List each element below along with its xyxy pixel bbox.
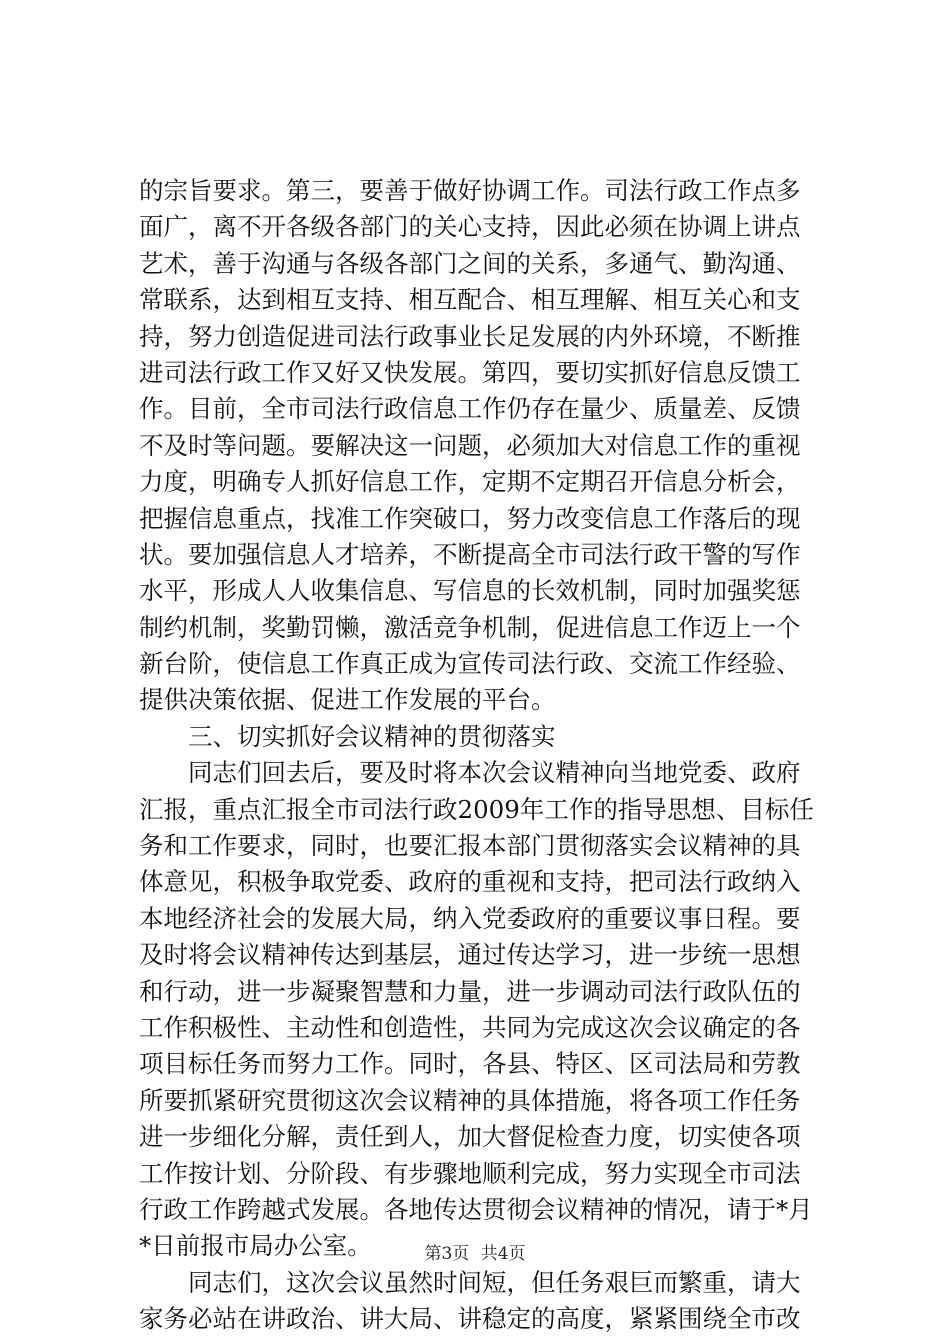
text-line: 工作按计划、分阶段、有步骤地顺利完成，努力实现全市司法: [139, 1158, 801, 1188]
text-line: 把握信息重点，找准工作突破口，努力改变信息工作落后的现: [139, 503, 801, 533]
text-line: 新台阶，使信息工作真正成为宣传司法行政、交流工作经验、: [139, 649, 801, 679]
text-line: 面广，离不开各级各部门的关心支持，因此必须在协调上讲点: [139, 212, 801, 242]
text-line: 艺术，善于沟通与各级各部门之间的关系，多通气、勤沟通、: [139, 248, 801, 278]
text-line: 常联系，达到相互支持、相互配合、相互理解、相互关心和支: [139, 285, 801, 315]
page-number: 第3页: [424, 1244, 470, 1264]
text-line: *日前报市局办公室。: [139, 1231, 372, 1261]
text-line: 力度，明确专人抓好信息工作，定期不定期召开信息分析会，: [139, 467, 801, 497]
text-line: 务和工作要求，同时，也要汇报本部门贯彻落实会议精神的具: [139, 831, 801, 861]
page-total: 共4页: [480, 1244, 526, 1264]
page-footer: [0, 1243, 950, 1265]
text-line: 家务必站在讲政治、讲大局、讲稳定的高度，紧紧围绕全市改: [139, 1304, 801, 1334]
text-line: 及时将会议精神传达到基层，通过传达学习，进一步统一思想: [139, 940, 801, 970]
text-line: 行政工作跨越式发展。各地传达贯彻会议精神的情况，请于*月: [139, 1194, 813, 1224]
text-line: 持，努力创造促进司法行政事业长足发展的内外环境，不断推: [139, 321, 801, 351]
text-line: 水平，形成人人收集信息、写信息的长效机制，同时加强奖惩: [139, 576, 801, 606]
text-line: 汇报，重点汇报全市司法行政2009年工作的指导思想、目标任: [139, 794, 814, 824]
text-line: 提供决策依据、促进工作发展的平台。: [139, 685, 556, 715]
text-line: 不及时等问题。要解决这一问题，必须加大对信息工作的重视: [139, 430, 801, 460]
text-line: 体意见，积极争取党委、政府的重视和支持，把司法行政纳入: [139, 867, 801, 897]
text-line: 项目标任务而努力工作。同时，各县、特区、区司法局和劳教: [139, 1049, 801, 1079]
text-line: 工作积极性、主动性和创造性，共同为完成这次会议确定的各: [139, 1012, 801, 1042]
text-line: 同志们，这次会议虽然时间短，但任务艰巨而繁重，请大: [188, 1267, 801, 1297]
text-line: 状。要加强信息人才培养，不断提高全市司法行政干警的写作: [139, 539, 801, 569]
text-line: 同志们回去后，要及时将本次会议精神向当地党委、政府: [188, 758, 801, 788]
text-line: 进司法行政工作又好又快发展。第四，要切实抓好信息反馈工: [139, 357, 801, 387]
text-line: 的宗旨要求。第三，要善于做好协调工作。司法行政工作点多: [139, 176, 801, 205]
document-body: [139, 173, 829, 1338]
text-line: 制约机制，奖勤罚懒，激活竞争机制，促进信息工作迈上一个: [139, 612, 801, 642]
text-line: 三、切实抓好会议精神的贯彻落实: [188, 721, 556, 751]
text-line: 作。目前，全市司法行政信息工作仍存在量少、质量差、反馈: [139, 394, 801, 424]
text-line: 和行动，进一步凝聚智慧和力量，进一步调动司法行政队伍的: [139, 976, 801, 1006]
text-line: 进一步细化分解，责任到人，加大督促检查力度，切实使各项: [139, 1122, 801, 1152]
text-line: 本地经济社会的发展大局，纳入党委政府的重要议事日程。要: [139, 903, 801, 933]
text-line: 所要抓紧研究贯彻这次会议精神的具体措施，将各项工作任务: [139, 1085, 801, 1115]
